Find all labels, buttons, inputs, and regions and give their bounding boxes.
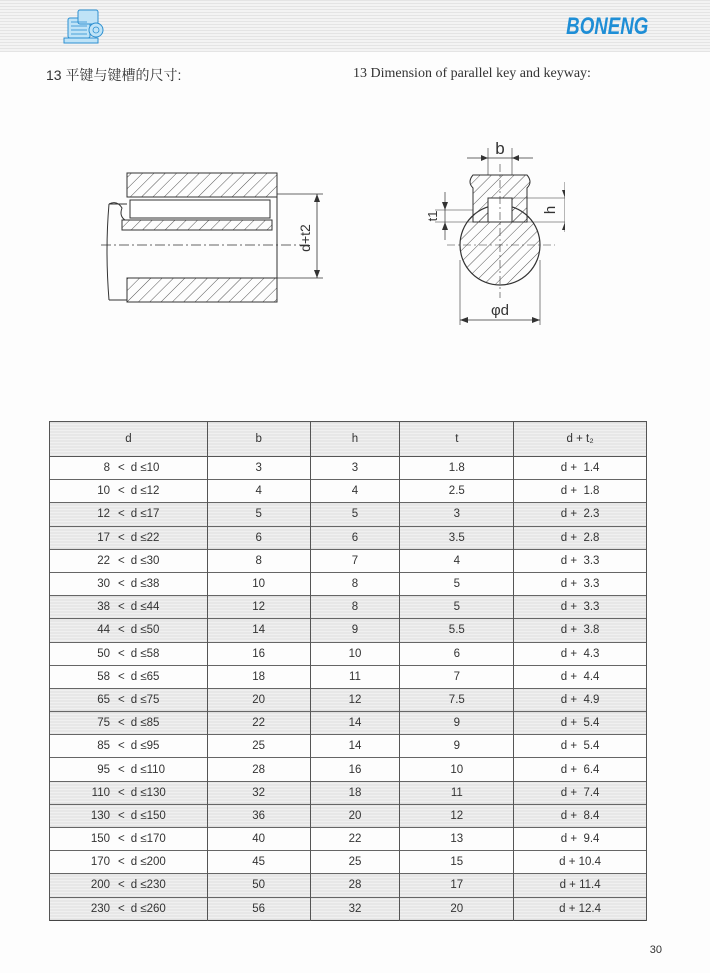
d-high: ≤75	[140, 693, 160, 706]
label-phi-d: φd	[490, 302, 510, 319]
cell-d-range	[50, 851, 208, 874]
cell-b: 3	[207, 457, 310, 480]
d-low: 38	[97, 601, 110, 614]
d-high: ≤10	[140, 462, 160, 475]
cell-h: 14	[310, 712, 400, 735]
table-row	[50, 665, 647, 688]
cell-h: 28	[310, 874, 400, 897]
d-var: d	[130, 809, 138, 822]
table-row	[50, 804, 647, 827]
d-low: 150	[90, 833, 110, 846]
cell-b: 8	[207, 549, 310, 572]
table-row	[50, 642, 647, 665]
d-var: d	[130, 670, 138, 683]
cell-d-range	[50, 781, 208, 804]
d-low: 58	[97, 670, 110, 683]
d-var: d	[130, 601, 138, 614]
d-high: ≤30	[140, 554, 160, 567]
shaft-cross-section-view	[435, 148, 565, 325]
cell-d-range	[50, 549, 208, 572]
d-low: 65	[97, 693, 110, 706]
cell-h: 16	[310, 758, 400, 781]
cell-h: 10	[310, 642, 400, 665]
cell-b: 22	[207, 712, 310, 735]
d-high: ≤58	[140, 647, 160, 660]
cell-t: 3.5	[400, 526, 514, 549]
d-var: d	[130, 462, 138, 475]
d-lt: <	[118, 601, 125, 614]
d-high: ≤95	[140, 740, 160, 753]
d-lt: <	[118, 833, 125, 846]
cell-d-range	[50, 503, 208, 526]
cell-d-plus-t2: d + 11.4	[514, 874, 647, 897]
cell-b: 50	[207, 874, 310, 897]
cell-d-plus-t2: d + 2.8	[514, 526, 647, 549]
d-lt: <	[118, 647, 125, 660]
d-var: d	[130, 647, 138, 660]
cell-d-range	[50, 642, 208, 665]
cell-b: 28	[207, 758, 310, 781]
cell-h: 6	[310, 526, 400, 549]
d-var: d	[130, 740, 138, 753]
table-row	[50, 503, 647, 526]
header-d-plus-t2: d + t₂	[514, 422, 647, 457]
cell-h: 7	[310, 549, 400, 572]
d-low: 17	[97, 531, 110, 544]
d-lt: <	[118, 902, 125, 915]
header-b: b	[207, 422, 310, 457]
cell-d-range	[50, 828, 208, 851]
cell-d-range	[50, 712, 208, 735]
cell-d-range	[50, 735, 208, 758]
cell-t: 7	[400, 665, 514, 688]
cell-h: 18	[310, 781, 400, 804]
d-low: 10	[97, 485, 110, 498]
d-high: ≤150	[140, 809, 166, 822]
d-var: d	[130, 578, 138, 591]
cell-d-plus-t2: d + 4.4	[514, 665, 647, 688]
cell-d-range	[50, 480, 208, 503]
d-lt: <	[118, 879, 125, 892]
header-t: t	[400, 422, 514, 457]
cell-b: 18	[207, 665, 310, 688]
cell-h: 11	[310, 665, 400, 688]
cell-d-range	[50, 526, 208, 549]
d-low: 12	[97, 508, 110, 521]
cell-h: 3	[310, 457, 400, 480]
d-low: 230	[90, 902, 110, 915]
cell-d-plus-t2: d + 5.4	[514, 735, 647, 758]
d-high: ≤260	[140, 902, 166, 915]
d-lt: <	[118, 809, 125, 822]
cell-b: 25	[207, 735, 310, 758]
d-lt: <	[118, 554, 125, 567]
cell-h: 20	[310, 804, 400, 827]
header-d: d	[50, 422, 208, 457]
cell-b: 5	[207, 503, 310, 526]
cell-h: 9	[310, 619, 400, 642]
table-row	[50, 526, 647, 549]
d-lt: <	[118, 624, 125, 637]
d-var: d	[130, 902, 138, 915]
d-high: ≤50	[140, 624, 160, 637]
cell-t: 20	[400, 897, 514, 920]
cell-d-plus-t2: d + 2.3	[514, 503, 647, 526]
table-row	[50, 688, 647, 711]
d-lt: <	[118, 670, 125, 683]
page-number: 30	[649, 944, 662, 956]
cell-d-range	[50, 572, 208, 595]
d-high: ≤110	[140, 763, 165, 776]
header-h: h	[310, 422, 400, 457]
cell-t: 12	[400, 804, 514, 827]
d-lt: <	[118, 856, 125, 869]
label-b: b	[495, 139, 505, 158]
cell-t: 9	[400, 735, 514, 758]
cell-b: 10	[207, 572, 310, 595]
d-var: d	[130, 693, 138, 706]
d-lt: <	[118, 531, 125, 544]
section-title-en: 13 Dimension of parallel key and keyway:	[353, 66, 591, 81]
d-high: ≤200	[140, 856, 166, 869]
d-var: d	[130, 763, 138, 776]
cell-d-plus-t2: d + 3.8	[514, 619, 647, 642]
d-high: ≤44	[140, 601, 160, 614]
cell-d-plus-t2: d + 4.3	[514, 642, 647, 665]
table-row	[50, 735, 647, 758]
table-row	[50, 781, 647, 804]
d-lt: <	[118, 462, 125, 475]
d-high: ≤130	[140, 786, 166, 799]
d-lt: <	[118, 485, 125, 498]
d-low: 110	[91, 786, 110, 799]
cell-t: 13	[400, 828, 514, 851]
cell-d-range	[50, 758, 208, 781]
d-var: d	[130, 531, 138, 544]
table-row	[50, 549, 647, 572]
cell-d-range	[50, 688, 208, 711]
cell-t: 10	[400, 758, 514, 781]
d-low: 170	[90, 856, 110, 869]
cell-d-plus-t2: d + 10.4	[514, 851, 647, 874]
d-high: ≤65	[140, 670, 160, 683]
d-low: 50	[97, 647, 110, 660]
cell-t: 5.5	[400, 619, 514, 642]
cell-b: 36	[207, 804, 310, 827]
cell-b: 12	[207, 596, 310, 619]
cell-d-range	[50, 874, 208, 897]
cell-h: 14	[310, 735, 400, 758]
d-var: d	[130, 554, 138, 567]
d-lt: <	[118, 508, 125, 521]
key-dimension-table	[49, 421, 647, 921]
d-high: ≤17	[140, 508, 160, 521]
gearbox-logo-icon	[62, 4, 108, 48]
table-row	[50, 874, 647, 897]
cell-d-plus-t2: d + 12.4	[514, 897, 647, 920]
d-high: ≤230	[140, 879, 166, 892]
d-var: d	[130, 508, 138, 521]
d-high: ≤12	[140, 485, 160, 498]
table-row	[50, 712, 647, 735]
cell-b: 45	[207, 851, 310, 874]
cell-h: 4	[310, 480, 400, 503]
d-var: d	[130, 833, 138, 846]
cell-h: 8	[310, 572, 400, 595]
cell-d-range	[50, 804, 208, 827]
cell-t: 11	[400, 781, 514, 804]
d-lt: <	[118, 693, 125, 706]
cell-h: 22	[310, 828, 400, 851]
cell-d-plus-t2: d + 3.3	[514, 572, 647, 595]
d-lt: <	[118, 578, 125, 591]
d-lt: <	[118, 717, 125, 730]
table-row	[50, 457, 647, 480]
cell-b: 4	[207, 480, 310, 503]
d-high: ≤38	[140, 578, 160, 591]
d-var: d	[130, 717, 138, 730]
cell-b: 40	[207, 828, 310, 851]
cell-d-plus-t2: d + 5.4	[514, 712, 647, 735]
cell-t: 2.5	[400, 480, 514, 503]
keyway-drawing	[95, 130, 565, 340]
cell-d-plus-t2: d + 1.4	[514, 457, 647, 480]
cell-h: 25	[310, 851, 400, 874]
cell-d-range	[50, 457, 208, 480]
d-low: 44	[97, 624, 110, 637]
cell-d-range	[50, 897, 208, 920]
cell-h: 8	[310, 596, 400, 619]
d-low: 75	[97, 717, 110, 730]
d-low: 8	[103, 462, 110, 475]
label-h: h	[542, 205, 559, 215]
cell-b: 56	[207, 897, 310, 920]
d-var: d	[130, 856, 138, 869]
table-header-row	[50, 422, 647, 457]
cell-t: 6	[400, 642, 514, 665]
d-low: 85	[97, 740, 110, 753]
d-low: 22	[97, 554, 110, 567]
table-row	[50, 897, 647, 920]
cell-d-range	[50, 619, 208, 642]
d-var: d	[130, 624, 138, 637]
d-high: ≤22	[140, 531, 160, 544]
cell-d-plus-t2: d + 1.8	[514, 480, 647, 503]
cell-t: 9	[400, 712, 514, 735]
d-lt: <	[118, 786, 125, 799]
d-low: 130	[90, 809, 110, 822]
cell-d-plus-t2: d + 4.9	[514, 688, 647, 711]
d-lt: <	[118, 763, 125, 776]
table-row	[50, 572, 647, 595]
d-var: d	[130, 879, 138, 892]
cell-t: 5	[400, 596, 514, 619]
cell-b: 14	[207, 619, 310, 642]
table-row	[50, 828, 647, 851]
cell-h: 12	[310, 688, 400, 711]
d-low: 200	[90, 879, 110, 892]
cell-h: 5	[310, 503, 400, 526]
cell-t: 4	[400, 549, 514, 572]
cell-t: 17	[400, 874, 514, 897]
cell-t: 15	[400, 851, 514, 874]
cell-t: 5	[400, 572, 514, 595]
table-row	[50, 758, 647, 781]
section-title-cn: 13 平键与键槽的尺寸:	[46, 67, 182, 83]
cell-d-range	[50, 596, 208, 619]
cell-d-plus-t2: d + 3.3	[514, 596, 647, 619]
d-low: 95	[97, 763, 110, 776]
cell-t: 3	[400, 503, 514, 526]
cell-d-plus-t2: d + 9.4	[514, 828, 647, 851]
d-high: ≤85	[140, 717, 160, 730]
brand-logo: BONENG	[565, 13, 648, 40]
cell-d-plus-t2: d + 6.4	[514, 758, 647, 781]
d-low: 30	[97, 578, 110, 591]
cell-d-plus-t2: d + 7.4	[514, 781, 647, 804]
label-d-plus-t2: d+t2	[297, 224, 313, 252]
table-row	[50, 480, 647, 503]
cell-d-plus-t2: d + 3.3	[514, 549, 647, 572]
label-t1: t1	[425, 210, 440, 222]
cell-b: 16	[207, 642, 310, 665]
d-var: d	[130, 786, 138, 799]
cell-d-range	[50, 665, 208, 688]
d-lt: <	[118, 740, 125, 753]
cell-t: 7.5	[400, 688, 514, 711]
table-row	[50, 619, 647, 642]
table-row	[50, 596, 647, 619]
cell-t: 1.8	[400, 457, 514, 480]
cell-b: 32	[207, 781, 310, 804]
cell-b: 20	[207, 688, 310, 711]
d-high: ≤170	[140, 833, 166, 846]
cell-b: 6	[207, 526, 310, 549]
cell-d-plus-t2: d + 8.4	[514, 804, 647, 827]
table-row	[50, 851, 647, 874]
d-var: d	[130, 485, 138, 498]
cell-h: 32	[310, 897, 400, 920]
hub-section-view	[101, 173, 323, 302]
